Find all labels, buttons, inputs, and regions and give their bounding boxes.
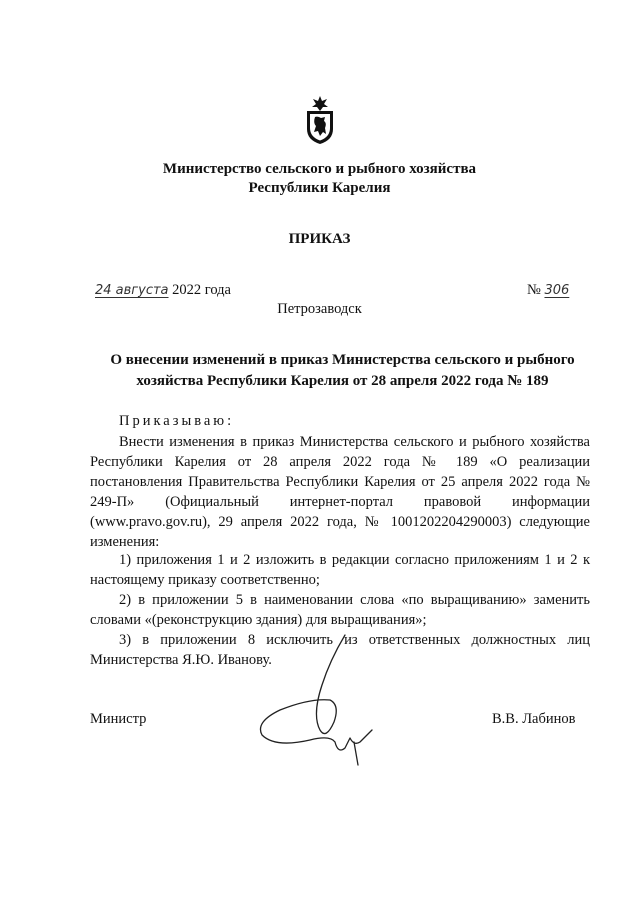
city: Петрозаводск <box>277 301 362 317</box>
handwritten-date: 24 августа <box>95 283 169 298</box>
ministry-line1: Министерство сельского и рыбного хозяйства <box>162 161 477 177</box>
paragraph-item-3: 3) в приложении 8 исключить из ответственных должностных лиц Министерства Я.Ю. Иванову. <box>90 632 590 668</box>
ministry-line2: Республики Карелия <box>248 180 391 196</box>
document-date <box>95 282 231 299</box>
handwritten-number: 306 <box>544 283 570 298</box>
ministry-name <box>0 160 639 198</box>
handwritten-signature <box>250 630 390 770</box>
paragraph-main: Внести изменения в приказ Министерства сельского и рыбного хозяйства Республики Карелия от 28 апреля 2022 года № 189 «О реализации постановления Правительства Республики Карелия от 25 апреля 2022 года № 249-П» (Официальный интернет-портал правовой информации (www.pravo.gov.ru), 29 апреля 2022 года, № 1001202204290003) следующие изменения: <box>90 434 590 550</box>
order-word: Приказываю: <box>119 413 235 429</box>
document-number <box>527 282 569 299</box>
paragraph-item-2: 2) в приложении 5 в наименовании слова «по выращиванию» заменить словами «(реконструкцию здания) для выращивания»; <box>90 592 590 628</box>
signer-name: В.В. Лабинов <box>492 711 576 727</box>
paragraph-item-1: 1) приложения 1 и 2 изложить в редакции согласно приложениям 1 и 2 к настоящему приказу соответственно; <box>90 552 590 588</box>
number-label: № <box>527 282 541 298</box>
document-subject: О внесении изменений в приказ Министерства сельского и рыбного хозяйства Республики Карелия от 28 апреля 2022 года № 189 <box>110 352 575 389</box>
karelia-coat-of-arms-icon <box>304 95 336 145</box>
signer-position: Министр <box>90 711 147 727</box>
date-suffix: 2022 года <box>172 282 231 298</box>
document-type: ПРИКАЗ <box>288 231 351 247</box>
